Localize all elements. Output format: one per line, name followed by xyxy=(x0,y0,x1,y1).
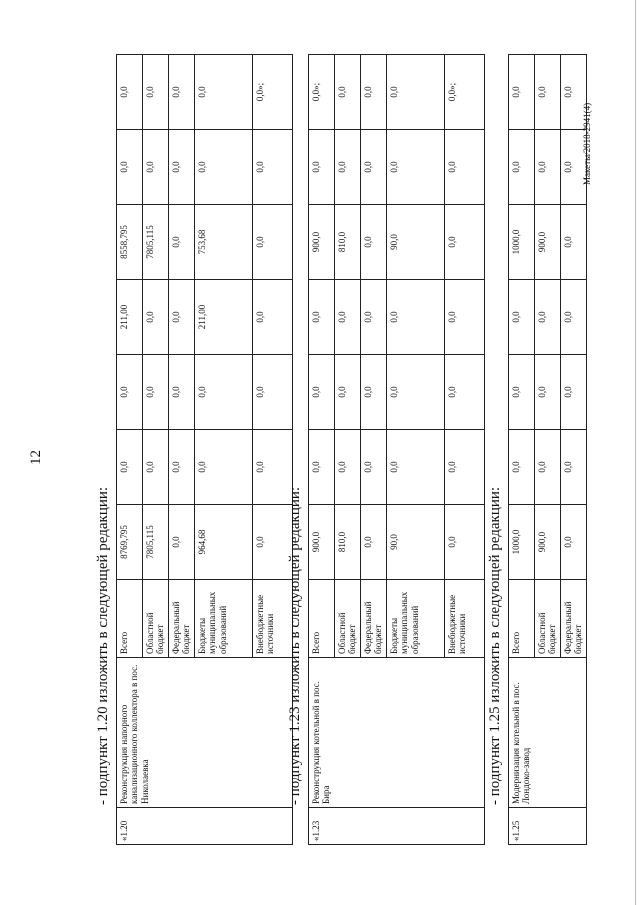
amount-cell: 0,0 xyxy=(169,505,195,580)
amount-cell: 0,0 xyxy=(361,355,387,430)
amount-cell: 0,0 xyxy=(309,130,335,205)
amount-cell: 0,0 xyxy=(169,55,195,130)
amount-cell: 0,0 xyxy=(561,130,587,205)
funding-source: Федеральный бюджет xyxy=(361,580,387,658)
funding-source: Всего xyxy=(117,580,143,658)
amount-cell: 0,0 xyxy=(535,355,561,430)
table-1-25 xyxy=(508,54,587,845)
table-row xyxy=(509,55,535,845)
funding-source: Областной бюджет xyxy=(335,580,361,658)
amount-cell: 0,0»; xyxy=(309,55,335,130)
amount-cell: 0,0 xyxy=(361,130,387,205)
amount-cell: 810,0 xyxy=(335,205,361,280)
amount-cell: 0,0 xyxy=(117,430,143,505)
project-name: Реконструкция напорного канализационного коллектора в пос. Николаевка xyxy=(117,658,293,808)
funding-source: Федеральный бюджет xyxy=(561,580,587,658)
table-row xyxy=(117,55,143,845)
amount-cell: 0,0 xyxy=(143,430,169,505)
bottom-rule xyxy=(635,0,636,905)
amount-cell: 0,0 xyxy=(169,205,195,280)
amount-cell: 0,0 xyxy=(361,205,387,280)
amount-cell: 7805,115 xyxy=(143,205,169,280)
amount-cell: 8558,795 xyxy=(117,205,143,280)
amount-cell: 0,0 xyxy=(169,280,195,355)
amount-cell: 0,0 xyxy=(117,355,143,430)
table-1-20 xyxy=(116,54,293,845)
amount-cell: 0,0 xyxy=(253,130,293,205)
amount-cell: 0,0 xyxy=(335,355,361,430)
amount-cell: 0,0 xyxy=(253,280,293,355)
project-name: Реконструкция котельной в пос. Бира xyxy=(309,658,485,808)
amount-cell: 0,0 xyxy=(445,355,485,430)
project-name: Модернизация котельной в пос. Лондоко-завод xyxy=(509,658,587,808)
amount-cell: 0,0 xyxy=(509,355,535,430)
amount-cell: 0,0 xyxy=(253,205,293,280)
amount-cell: 0,0 xyxy=(335,280,361,355)
amount-cell: 0,0 xyxy=(535,430,561,505)
amount-cell: 810,0 xyxy=(335,505,361,580)
amount-cell: 0,0 xyxy=(361,430,387,505)
table-body xyxy=(309,55,485,845)
amount-cell: 964,68 xyxy=(195,505,253,580)
amount-cell: 0,0 xyxy=(195,55,253,130)
amount-cell: 0,0 xyxy=(117,130,143,205)
amount-cell: 0,0 xyxy=(143,355,169,430)
funding-source: Бюджеты муниципальных образований xyxy=(387,580,445,658)
funding-source: Всего xyxy=(509,580,535,658)
amount-cell: 1000,0 xyxy=(509,205,535,280)
amount-cell: 900,0 xyxy=(309,505,335,580)
amount-cell: 90,0 xyxy=(387,505,445,580)
amount-cell: 90,0 xyxy=(387,205,445,280)
amount-cell: 211,00 xyxy=(195,280,253,355)
amount-cell: 0,0 xyxy=(387,55,445,130)
table-body xyxy=(509,55,587,845)
amount-cell: 900,0 xyxy=(535,205,561,280)
amount-cell: 0,0 xyxy=(169,430,195,505)
funding-source: Бюджеты муниципальных образований xyxy=(195,580,253,658)
amount-cell: 0,0 xyxy=(509,430,535,505)
funding-source: Областной бюджет xyxy=(535,580,561,658)
funding-source: Федеральный бюджет xyxy=(169,580,195,658)
amount-cell: 0,0 xyxy=(535,55,561,130)
funding-source: Всего xyxy=(309,580,335,658)
amount-cell: 0,0 xyxy=(509,130,535,205)
section-heading-1-25: - подпункт 1.25 изложить в следующей редакции: xyxy=(487,486,503,805)
amount-cell: 8769,795 xyxy=(117,505,143,580)
amount-cell: 0,0»; xyxy=(253,55,293,130)
amount-cell: 0,0 xyxy=(169,355,195,430)
table-1-23 xyxy=(308,54,485,845)
amount-cell: 0,0 xyxy=(335,55,361,130)
amount-cell: 0,0 xyxy=(561,505,587,580)
amount-cell: 0,0 xyxy=(509,280,535,355)
amount-cell: 0,0 xyxy=(561,355,587,430)
amount-cell: 0,0 xyxy=(117,55,143,130)
item-number: «1.23 xyxy=(309,808,485,845)
amount-cell: 0,0 xyxy=(561,280,587,355)
amount-cell: 0,0 xyxy=(387,280,445,355)
section-heading-1-23: - подпункт 1.23 изложить в следующей редакции: xyxy=(287,486,303,805)
amount-cell: 0,0 xyxy=(387,130,445,205)
amount-cell: 0,0 xyxy=(309,430,335,505)
amount-cell: 0,0 xyxy=(361,55,387,130)
amount-cell: 0,0 xyxy=(195,430,253,505)
page-number: 12 xyxy=(28,450,44,465)
amount-cell: 211,00 xyxy=(117,280,143,355)
amount-cell: 0,0 xyxy=(309,355,335,430)
funding-source: Внебюджетные источники xyxy=(253,580,293,658)
amount-cell: 0,0 xyxy=(561,430,587,505)
amount-cell: 0,0 xyxy=(143,130,169,205)
amount-cell: 0,0 xyxy=(335,130,361,205)
item-number: «1.25 xyxy=(509,808,587,845)
amount-cell: 0,0 xyxy=(309,280,335,355)
amount-cell: 0,0 xyxy=(253,430,293,505)
amount-cell: 0,0 xyxy=(195,355,253,430)
amount-cell: 0,0 xyxy=(445,130,485,205)
amount-cell: 0,0 xyxy=(535,130,561,205)
amount-cell: 7805,115 xyxy=(143,505,169,580)
table-body xyxy=(117,55,293,845)
amount-cell: 0,0 xyxy=(361,280,387,355)
amount-cell: 0,0 xyxy=(195,130,253,205)
amount-cell: 0,0»; xyxy=(445,55,485,130)
amount-cell: 753,68 xyxy=(195,205,253,280)
amount-cell: 900,0 xyxy=(309,205,335,280)
amount-cell: 0,0 xyxy=(509,55,535,130)
amount-cell: 0,0 xyxy=(445,430,485,505)
amount-cell: 0,0 xyxy=(335,430,361,505)
amount-cell: 900,0 xyxy=(535,505,561,580)
document-stamp: Макеты/2018-2941(4) xyxy=(582,102,592,185)
amount-cell: 0,0 xyxy=(387,355,445,430)
funding-source: Областной бюджет xyxy=(143,580,169,658)
funding-source: Внебюджетные источники xyxy=(445,580,485,658)
amount-cell: 0,0 xyxy=(143,55,169,130)
amount-cell: 0,0 xyxy=(253,505,293,580)
amount-cell: 0,0 xyxy=(561,205,587,280)
amount-cell: 0,0 xyxy=(169,130,195,205)
amount-cell: 0,0 xyxy=(445,205,485,280)
table-row xyxy=(309,55,335,845)
amount-cell: 0,0 xyxy=(143,280,169,355)
amount-cell: 0,0 xyxy=(535,280,561,355)
amount-cell: 0,0 xyxy=(561,55,587,130)
amount-cell: 0,0 xyxy=(445,280,485,355)
section-heading-1-20: - подпункт 1.20 изложить в следующей редакции: xyxy=(95,486,111,805)
item-number: «1.20 xyxy=(117,808,293,845)
amount-cell: 0,0 xyxy=(361,505,387,580)
amount-cell: 0,0 xyxy=(445,505,485,580)
amount-cell: 0,0 xyxy=(253,355,293,430)
amount-cell: 1000,0 xyxy=(509,505,535,580)
amount-cell: 0,0 xyxy=(387,430,445,505)
